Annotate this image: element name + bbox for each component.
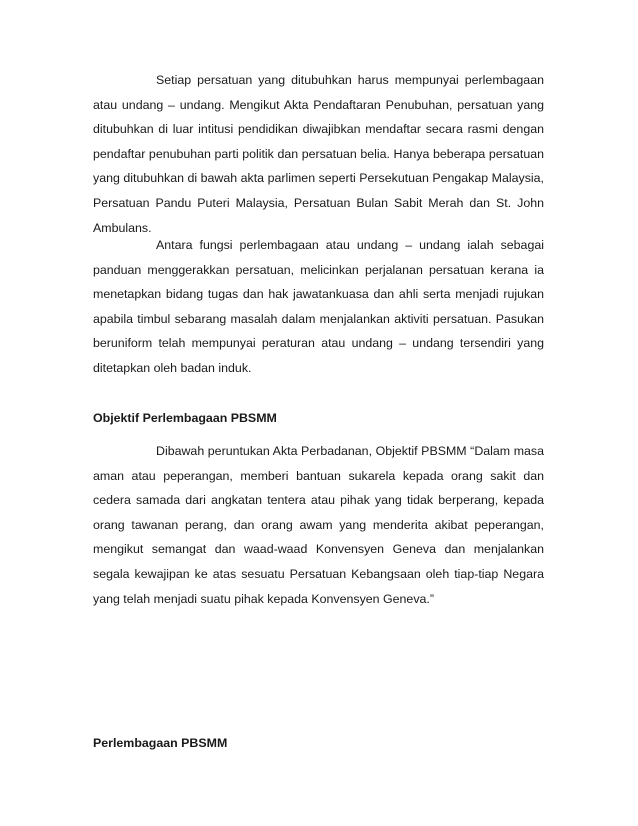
paragraph-2-text: Antara fungsi perlembagaan atau undang – undang ialah sebagai panduan menggerakkan persatuan, melicinkan perjalanan persatuan kerana ia menetapkan bidang tugas dan hak jawatankuasa dan ahli serta menjadi rujukan apabila timbul sebarang masalah dalam menjalankan aktiviti persatuan. Pasukan beruniform telah mempunyai peraturan atau undang – undang tersendiri yang ditetapkan oleh badan induk. xyxy=(93,238,544,375)
paragraph-3-text: Dibawah peruntukan Akta Perbadanan, Objektif PBSMM “Dalam masa aman atau peperangan, memberi bantuan sukarela kepada orang sakit dan cedera samada dari angkatan tentera atau pihak yang tidak berperang, kepada orang tawanan perang, dan orang awam yang menderita akibat peperangan, mengikut semangat dan waad-waad Konvensyen Geneva dan menjalankan segala kewajipan ke atas sesuatu Persatuan Kebangsaan oleh tiap-tiap Negara yang telah menjadi suatu pihak kepada Konvensyen Geneva.” xyxy=(93,444,544,606)
paragraph-1-text: Setiap persatuan yang ditubuhkan harus mempunyai perlembagaan atau undang – undang. Mengikut Akta Pendaftaran Penubuhan, persatuan yang ditubuhkan di luar intitusi pendidikan diwajibkan mendaftar secara rasmi dengan pendaftar penubuhan parti politik dan persatuan belia. Hanya beberapa persatuan yang ditubuhkan di bawah akta parlimen seperti Persekutuan Pengakap Malaysia, Persatuan Pandu Puteri Malaysia, Persatuan Bulan Sabit Merah dan St. John Ambulans. xyxy=(93,73,544,235)
paragraph-persatuan-perlembagaan xyxy=(93,68,544,240)
paragraph-objektif-pbsmm xyxy=(93,439,544,611)
heading-objektif-perlembagaan: Objektif Perlembagaan PBSMM xyxy=(93,411,277,425)
paragraph-fungsi-perlembagaan xyxy=(93,233,544,381)
heading-perlembagaan-pbsmm: Perlembagaan PBSMM xyxy=(93,736,228,750)
